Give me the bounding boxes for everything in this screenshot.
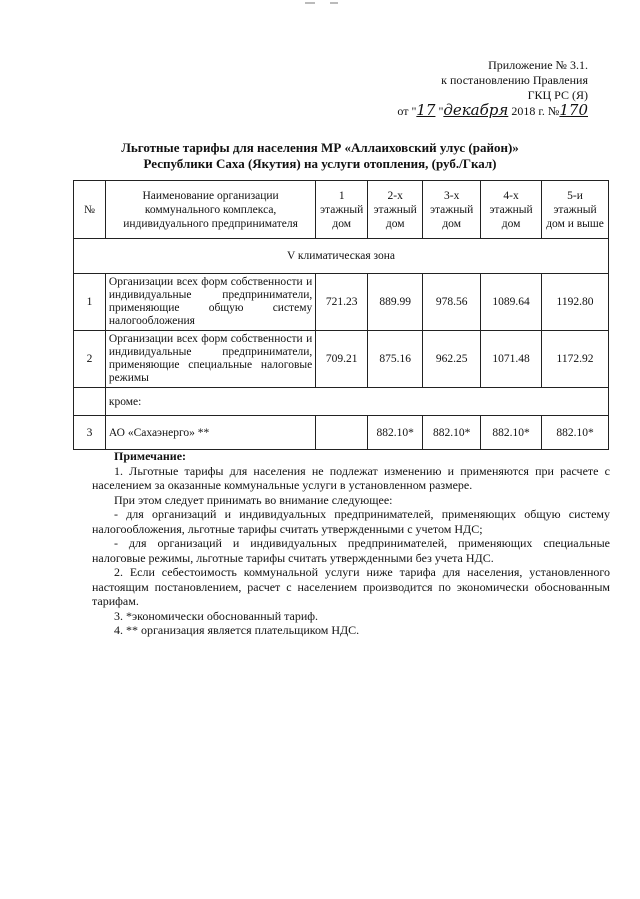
notes-heading: Примечание: — [114, 449, 187, 463]
tariff-value: 882.10* — [423, 416, 481, 450]
tariff-value: 875.16 — [368, 331, 423, 388]
tariff-value: 1192.80 — [542, 274, 609, 331]
row-number: 2 — [74, 331, 106, 388]
note-paragraph: 1. Льготные тарифы для населения не подлежат изменению и применяются при расчете с населением за оказанные коммунальные услуги в установленном размере. — [92, 463, 610, 492]
tariff-value: 962.25 — [423, 331, 481, 388]
tariff-value: 978.56 — [423, 274, 481, 331]
handwritten-month: декабря — [443, 101, 509, 119]
table-row — [74, 331, 609, 388]
table-header-row — [74, 181, 609, 239]
row-organization: Организации всех форм собственности и индивидуальные предприниматели, применяющие специальные налоговые режимы — [105, 331, 315, 388]
table-row — [74, 274, 609, 331]
row-organization: Организации всех форм собственности и индивидуальные предприниматели, применяющие общую систему налогообложения — [105, 274, 315, 331]
header-floor-3: 3-х этажный дом — [423, 181, 481, 239]
tariff-value: 882.10* — [542, 416, 609, 450]
header-floor-4: 4-х этажный дом — [481, 181, 542, 239]
handwritten-day: 17 — [416, 101, 436, 119]
table-row — [74, 416, 609, 450]
note-paragraph: - для организаций и индивидуальных предпринимателей, применяющих общую систему налогообложения, льготные тарифы считать утвержденными с учетом НДС; — [92, 507, 610, 536]
note-paragraph: При этом следует принимать во внимание следующее: — [114, 492, 393, 507]
document-title: Льготные тарифы для населения МР «Аллаиховский улус (район)» Республики Саха (Якутия) на услуги отопления, (руб./Гкал) — [121, 140, 519, 171]
tariff-value: 709.21 — [316, 331, 368, 388]
zone-row — [74, 239, 609, 274]
header-floor-5: 5-и этажный дом и выше — [542, 181, 609, 239]
tariff-value: 889.99 — [368, 274, 423, 331]
tariff-value: 1071.48 — [481, 331, 542, 388]
note-paragraph: - для организаций и индивидуальных предпринимателей, применяющих специальные налоговые режимы, льготные тарифы считать утвержденными без учета НДС. — [92, 536, 610, 565]
header-number: № — [74, 181, 106, 239]
tariff-value: 882.10* — [481, 416, 542, 450]
appendix-line: Приложение № 3.1. — [488, 58, 588, 72]
header-organization: Наименование организации коммунального комплекса, индивидуального предпринимателя — [105, 181, 315, 239]
tariff-value: 882.10* — [368, 416, 423, 450]
notes-section — [92, 449, 610, 638]
row-organization: АО «Сахаэнерго» ** — [105, 416, 315, 450]
except-label: кроме: — [105, 388, 608, 416]
climate-zone: V климатическая зона — [74, 239, 609, 274]
scan-artifact — [305, 2, 315, 4]
header-floor-1: 1 этажный дом — [316, 181, 368, 239]
tariff-value: 1172.92 — [542, 331, 609, 388]
row-number: 1 — [74, 274, 106, 331]
note-paragraph: 4. ** организация является плательщиком НДС. — [114, 623, 360, 637]
header-floor-2: 2-х этажный дом — [368, 181, 423, 239]
tariff-value — [316, 416, 368, 450]
appendix-line: к постановлению Правления — [441, 73, 588, 87]
except-row — [74, 388, 609, 416]
appendix-header — [397, 58, 588, 119]
note-paragraph: 3. *экономически обоснованный тариф. — [114, 608, 319, 623]
handwritten-number: 170 — [559, 101, 588, 119]
note-paragraph: 2. Если себестоимость коммунальной услуги ниже тарифа для населения, установленного настоящим постановлением, расчет с населением производится по экономически обоснованным тарифам. — [92, 565, 610, 608]
row-number: 3 — [74, 416, 106, 450]
appendix-date: от "17 "декабря 2018 г. №170 — [397, 101, 588, 119]
tariff-table — [73, 180, 609, 450]
scan-artifact — [330, 2, 338, 4]
tariff-value: 1089.64 — [481, 274, 542, 331]
tariff-value: 721.23 — [316, 274, 368, 331]
appendix-line: ГКЦ РС (Я) — [527, 88, 588, 102]
